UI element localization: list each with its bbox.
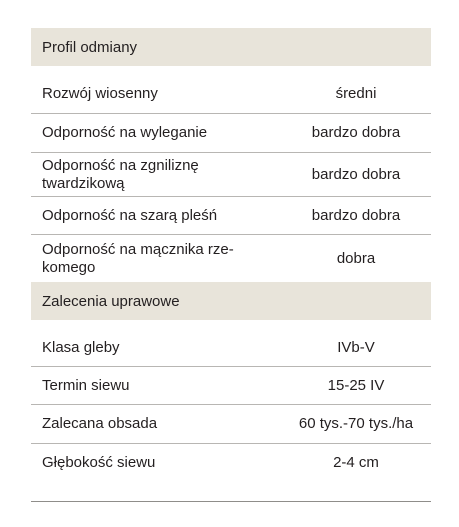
table-row xyxy=(31,367,431,405)
row-label: Odporność na zgniliznę twardzikową xyxy=(42,156,199,192)
row-label: Odporność na szarą pleśń xyxy=(42,206,218,224)
row-label: Odporność na mącznika rze-komego xyxy=(42,240,234,276)
row-value: bardzo dobra xyxy=(311,206,401,224)
row-value: dobra xyxy=(336,249,376,267)
row-value: 15-25 IV xyxy=(327,376,385,394)
table-row xyxy=(31,114,431,153)
row-value: bardzo dobra xyxy=(311,124,401,141)
table-row xyxy=(31,153,431,197)
row-label: Termin siewu xyxy=(42,376,130,394)
table-row xyxy=(31,444,431,482)
row-value: 60 tys.-70 tys./ha xyxy=(298,415,414,432)
row-label: Odporność na wyleganie xyxy=(42,124,208,141)
row-label: Rozwój wiosenny xyxy=(42,85,158,102)
table-bottom-border xyxy=(31,482,431,502)
row-value: IVb-V xyxy=(337,338,375,356)
table-row xyxy=(31,329,431,367)
variety-table xyxy=(31,28,431,502)
row-label: Głębokość siewu xyxy=(42,454,156,471)
table-row xyxy=(31,75,431,114)
section-header-profile xyxy=(31,28,431,66)
section-title: Zalecenia uprawowe xyxy=(42,292,180,310)
row-value: bardzo dobra xyxy=(311,165,401,183)
table-row xyxy=(31,405,431,444)
row-label: Zalecana obsada xyxy=(42,415,158,432)
table-row xyxy=(31,197,431,235)
section-header-recommendations xyxy=(31,282,431,320)
row-value: średni xyxy=(335,85,377,102)
section-title: Profil odmiany xyxy=(42,38,138,56)
table-row xyxy=(31,235,431,282)
row-value: 2-4 cm xyxy=(333,454,379,471)
row-label: Klasa gleby xyxy=(42,338,120,356)
